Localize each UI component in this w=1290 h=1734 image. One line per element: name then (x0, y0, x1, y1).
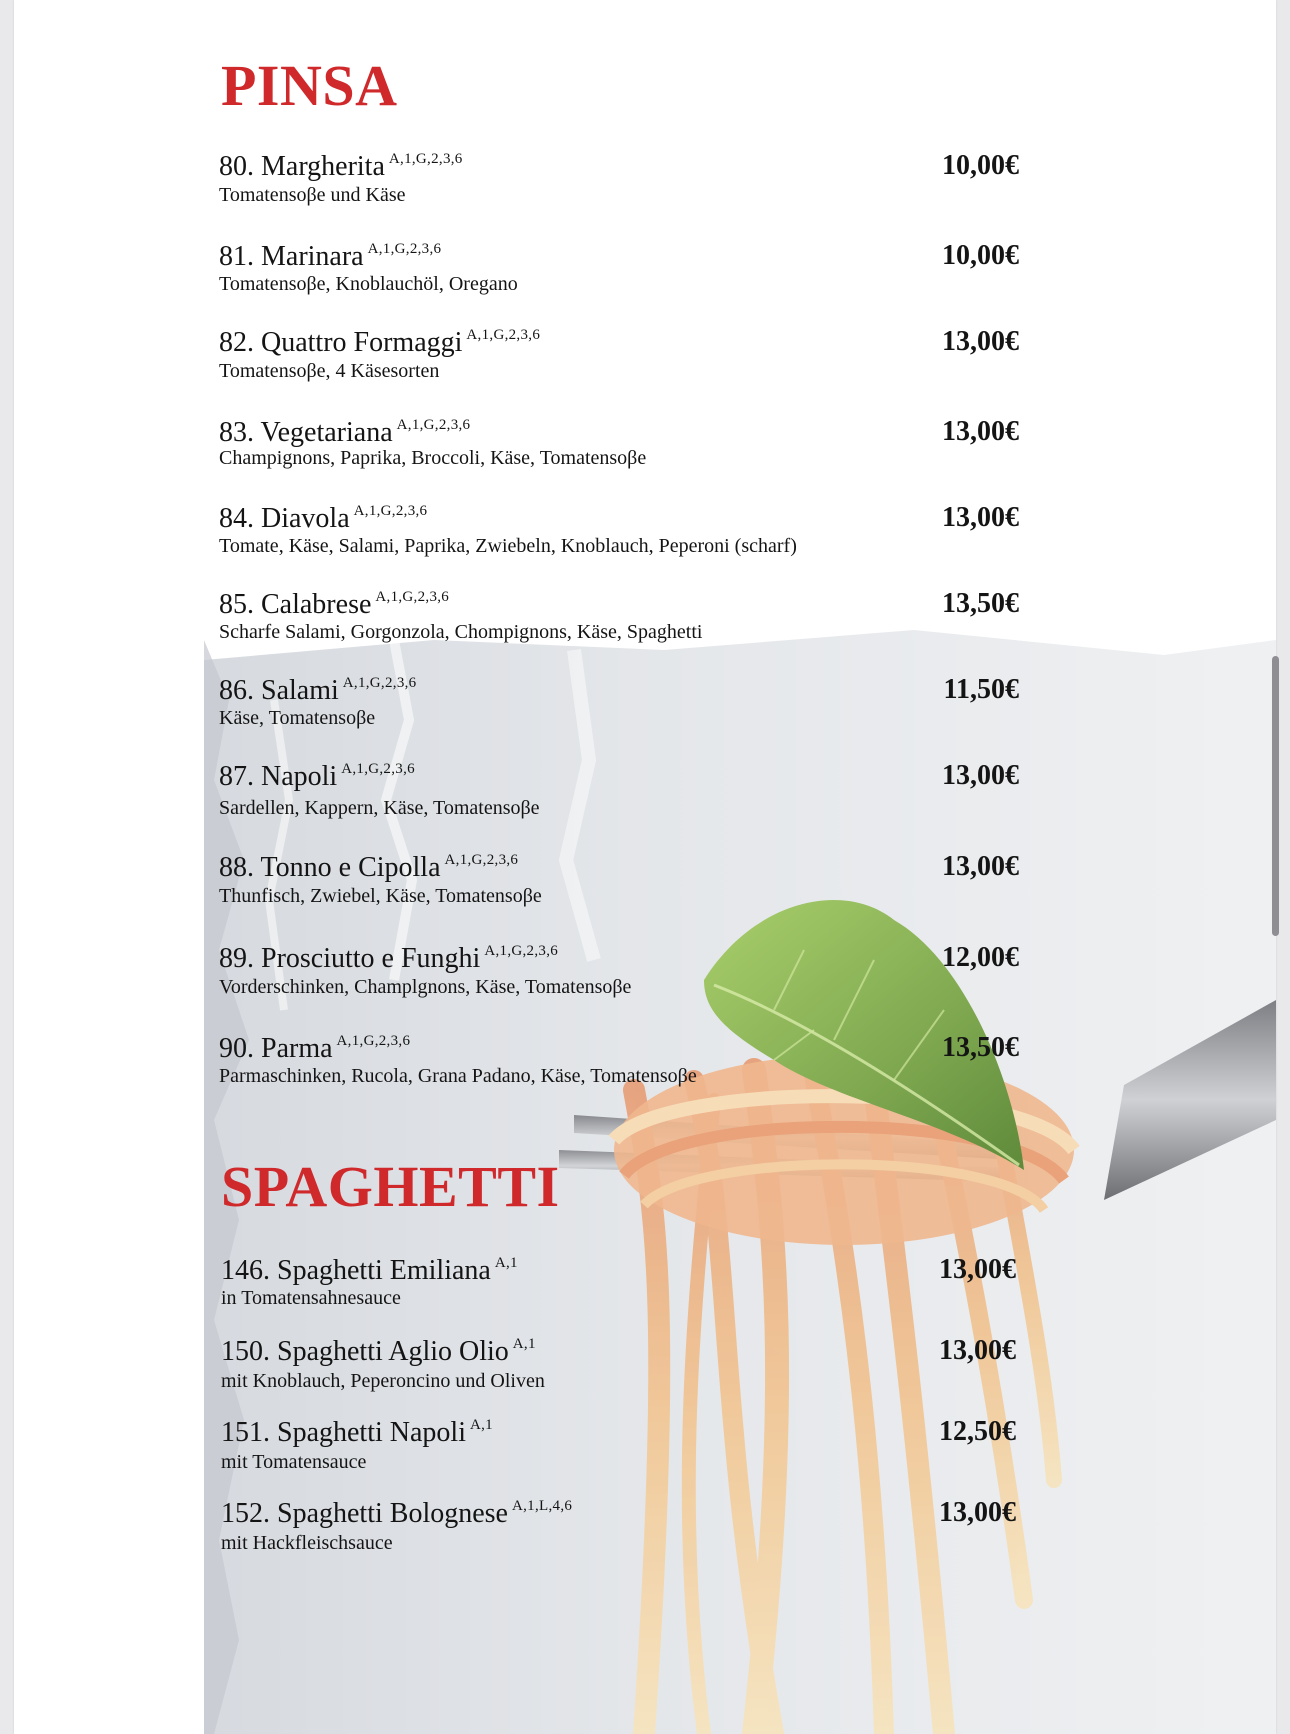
menu-item-90 (219, 1034, 1029, 1114)
item-allergens: A,1 (469, 1417, 493, 1433)
item-name: 89. Prosciutto e Funghi (219, 943, 481, 974)
item-description: Scharfe Salami, Gorgonzola, Chompignons, Käse, Spaghetti (219, 621, 703, 643)
item-description: Tomatensoβe und Käse (219, 184, 406, 206)
item-allergens: A,1,G,2,3,6 (341, 761, 415, 777)
menu-item-89 (219, 944, 1029, 1024)
item-name: 86. Salami (219, 675, 339, 706)
item-description: mit Hackfleischsauce (221, 1532, 393, 1554)
item-description: mit Tomatensauce (221, 1451, 367, 1473)
item-allergens: A,1,G,2,3,6 (388, 151, 463, 167)
item-price: 11,50€ (943, 674, 1019, 705)
item-name: 146. Spaghetti Emiliana (221, 1255, 491, 1286)
item-name: 90. Parma (219, 1033, 333, 1064)
item-name: 80. Margherita (219, 151, 385, 182)
item-name: 151. Spaghetti Napoli (221, 1417, 466, 1448)
item-allergens: A,1,G,2,3,6 (444, 852, 519, 868)
item-description: in Tomatensahnesauce (221, 1287, 401, 1309)
item-allergens: A,1,G,2,3,6 (396, 417, 471, 433)
menu-item-86 (219, 676, 1029, 756)
item-allergens: A,1,G,2,3,6 (466, 327, 541, 343)
item-price: 13,00€ (942, 760, 1019, 791)
section-title-pinsa: PINSA (221, 53, 398, 118)
menu-item-146 (221, 1256, 1031, 1336)
item-description: Tomatensoβe, 4 Käsesorten (219, 360, 440, 382)
item-price: 12,50€ (939, 1416, 1016, 1447)
item-price: 13,00€ (939, 1497, 1016, 1528)
item-name: 87. Napoli (219, 761, 338, 792)
item-price: 10,00€ (942, 240, 1019, 271)
scrollbar-thumb[interactable] (1272, 656, 1279, 936)
item-description: Tomate, Käse, Salami, Paprika, Zwiebeln, Knoblauch, Peperoni (scharf) (219, 535, 797, 557)
item-price: 13,50€ (942, 588, 1019, 619)
item-allergens: A,1,G,2,3,6 (375, 589, 450, 605)
item-name: 150. Spaghetti Aglio Olio (221, 1336, 509, 1367)
item-description: Sardellen, Kappern, Käse, Tomatensoβe (219, 797, 540, 819)
item-allergens: A,1 (494, 1255, 518, 1271)
menu-item-87 (219, 762, 1029, 842)
item-description: Tomatensoβe, Knoblauchöl, Oregano (219, 273, 518, 295)
item-allergens: A,1 (512, 1336, 536, 1352)
item-description: Parmaschinken, Rucola, Grana Padano, Käse, Tomatensoβe (219, 1065, 697, 1087)
item-allergens: A,1,G,2,3,6 (353, 503, 428, 519)
item-price: 13,00€ (942, 326, 1019, 357)
menu-item-81 (219, 242, 1029, 322)
menu-item-152 (221, 1499, 1031, 1579)
item-name: 88. Tonno e Cipolla (219, 852, 441, 883)
item-description: Thunfisch, Zwiebel, Käse, Tomatensoβe (219, 885, 542, 907)
item-price: 13,00€ (942, 416, 1019, 447)
item-name: 84. Diavola (219, 503, 350, 534)
item-allergens: A,1,G,2,3,6 (342, 675, 417, 691)
item-allergens: A,1,G,2,3,6 (367, 241, 442, 257)
item-price: 10,00€ (942, 150, 1019, 181)
item-price: 13,50€ (942, 1032, 1019, 1063)
item-description: Vorderschinken, Champlgnons, Käse, Tomatensoβe (219, 976, 632, 998)
item-allergens: A,1,G,2,3,6 (484, 943, 559, 959)
menu-item-88 (219, 853, 1029, 933)
item-allergens: A,1,L,4,6 (511, 1498, 573, 1514)
menu-item-80 (219, 152, 1029, 232)
item-description: mit Knoblauch, Peperoncino und Oliven (221, 1370, 545, 1392)
item-description: Champignons, Paprika, Broccoli, Käse, Tomatensoβe (219, 447, 647, 469)
item-name: 85. Calabrese (219, 589, 372, 620)
item-price: 13,00€ (942, 502, 1019, 533)
item-description: Käse, Tomatensoβe (219, 707, 376, 729)
menu-item-150 (221, 1337, 1031, 1417)
item-price: 13,00€ (939, 1254, 1016, 1285)
menu-item-85 (219, 590, 1029, 670)
menu-page (14, 0, 1276, 1734)
item-allergens: A,1,G,2,3,6 (336, 1033, 411, 1049)
item-price: 12,00€ (942, 942, 1019, 973)
item-name: 152. Spaghetti Bolognese (221, 1498, 508, 1529)
item-price: 13,00€ (942, 851, 1019, 882)
section-title-spaghetti: SPAGHETTI (221, 1154, 560, 1219)
item-name: 81. Marinara (219, 241, 364, 272)
item-price: 13,00€ (939, 1335, 1016, 1366)
menu-item-82 (219, 328, 1029, 408)
item-name: 83. Vegetariana (219, 417, 393, 448)
menu-item-83 (219, 418, 1029, 498)
menu-item-84 (219, 504, 1029, 584)
menu-item-151 (221, 1418, 1031, 1498)
item-name: 82. Quattro Formaggi (219, 327, 463, 358)
